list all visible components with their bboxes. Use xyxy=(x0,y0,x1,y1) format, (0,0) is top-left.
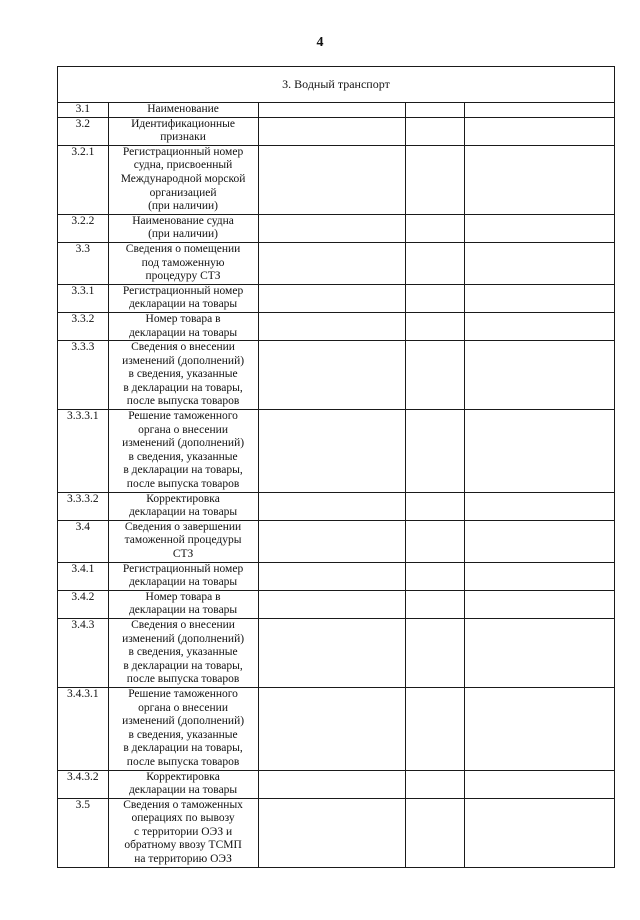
row-name: Сведения о помещении под таможенную процедуру СТЗ xyxy=(108,242,258,284)
table-row xyxy=(58,590,615,618)
empty-cell xyxy=(465,770,615,798)
empty-cell xyxy=(258,770,406,798)
table-row xyxy=(58,145,615,214)
section-header-row xyxy=(58,67,615,103)
table-row xyxy=(58,117,615,145)
row-number: 3.4.3.1 xyxy=(58,687,109,770)
empty-cell xyxy=(465,341,615,410)
row-number: 3.4.3 xyxy=(58,618,109,687)
empty-cell xyxy=(406,562,465,590)
section-title: 3. Водный транспорт xyxy=(58,67,615,103)
table-row xyxy=(58,242,615,284)
empty-cell xyxy=(258,590,406,618)
row-number: 3.3.3 xyxy=(58,341,109,410)
empty-cell xyxy=(465,214,615,242)
row-name: Решение таможенного органа о внесении изменений (дополнений) в сведения, указанные в декларации на товары, после выпуска товаров xyxy=(108,410,258,493)
empty-cell xyxy=(406,242,465,284)
row-name: Номер товара в декларации на товары xyxy=(108,312,258,340)
table-row xyxy=(58,410,615,493)
row-name: Регистрационный номер судна, присвоенный Международной морской организацией (при наличии) xyxy=(108,145,258,214)
row-number: 3.1 xyxy=(58,103,109,118)
empty-cell xyxy=(258,562,406,590)
row-number: 3.4.1 xyxy=(58,562,109,590)
table-row xyxy=(58,103,615,118)
empty-cell xyxy=(258,312,406,340)
row-number: 3.3 xyxy=(58,242,109,284)
row-number: 3.4.2 xyxy=(58,590,109,618)
empty-cell xyxy=(465,117,615,145)
empty-cell xyxy=(465,145,615,214)
table-row xyxy=(58,770,615,798)
empty-cell xyxy=(406,214,465,242)
empty-cell xyxy=(258,242,406,284)
empty-cell xyxy=(258,103,406,118)
empty-cell xyxy=(406,284,465,312)
table-row xyxy=(58,312,615,340)
table-row xyxy=(58,341,615,410)
row-number: 3.3.3.1 xyxy=(58,410,109,493)
row-number: 3.2.1 xyxy=(58,145,109,214)
empty-cell xyxy=(465,242,615,284)
empty-cell xyxy=(465,798,615,867)
empty-cell xyxy=(258,492,406,520)
row-number: 3.3.3.2 xyxy=(58,492,109,520)
empty-cell xyxy=(406,103,465,118)
row-name: Сведения о таможенных операциях по вывозу с территории ОЭЗ и обратному ввозу ТСМП на территорию ОЭЗ xyxy=(108,798,258,867)
table-row xyxy=(58,798,615,867)
table-row xyxy=(58,562,615,590)
empty-cell xyxy=(258,687,406,770)
empty-cell xyxy=(258,284,406,312)
table-row xyxy=(58,687,615,770)
empty-cell xyxy=(406,687,465,770)
row-number: 3.2 xyxy=(58,117,109,145)
row-number: 3.4 xyxy=(58,520,109,562)
empty-cell xyxy=(406,520,465,562)
table-row xyxy=(58,492,615,520)
row-name: Регистрационный номер декларации на товары xyxy=(108,562,258,590)
empty-cell xyxy=(406,798,465,867)
empty-cell xyxy=(406,410,465,493)
empty-cell xyxy=(406,341,465,410)
row-name: Сведения о завершении таможенной процедуры СТЗ xyxy=(108,520,258,562)
row-number: 3.2.2 xyxy=(58,214,109,242)
row-name: Сведения о внесении изменений (дополнений) в сведения, указанные в декларации на товары, после выпуска товаров xyxy=(108,341,258,410)
empty-cell xyxy=(465,312,615,340)
table-row xyxy=(58,520,615,562)
empty-cell xyxy=(465,103,615,118)
row-name: Идентификационные признаки xyxy=(108,117,258,145)
row-name: Корректировка декларации на товары xyxy=(108,492,258,520)
row-name: Сведения о внесении изменений (дополнений) в сведения, указанные в декларации на товары, после выпуска товаров xyxy=(108,618,258,687)
row-name: Наименование судна (при наличии) xyxy=(108,214,258,242)
table-row xyxy=(58,284,615,312)
empty-cell xyxy=(406,117,465,145)
empty-cell xyxy=(258,341,406,410)
empty-cell xyxy=(465,590,615,618)
empty-cell xyxy=(406,312,465,340)
row-number: 3.3.1 xyxy=(58,284,109,312)
empty-cell xyxy=(406,145,465,214)
row-name: Решение таможенного органа о внесении изменений (дополнений) в сведения, указанные в декларации на товары, после выпуска товаров xyxy=(108,687,258,770)
empty-cell xyxy=(258,798,406,867)
empty-cell xyxy=(465,562,615,590)
page-number: 4 xyxy=(316,35,324,50)
empty-cell xyxy=(258,117,406,145)
row-name: Регистрационный номер декларации на товары xyxy=(108,284,258,312)
empty-cell xyxy=(465,410,615,493)
empty-cell xyxy=(258,618,406,687)
empty-cell xyxy=(406,770,465,798)
empty-cell xyxy=(258,410,406,493)
table-row xyxy=(58,618,615,687)
table-row xyxy=(58,214,615,242)
empty-cell xyxy=(406,492,465,520)
row-number: 3.5 xyxy=(58,798,109,867)
empty-cell xyxy=(465,492,615,520)
empty-cell xyxy=(258,214,406,242)
water-transport-table xyxy=(57,66,615,868)
row-number: 3.4.3.2 xyxy=(58,770,109,798)
empty-cell xyxy=(406,590,465,618)
row-number: 3.3.2 xyxy=(58,312,109,340)
empty-cell xyxy=(465,687,615,770)
row-name: Корректировка декларации на товары xyxy=(108,770,258,798)
empty-cell xyxy=(465,520,615,562)
row-name: Наименование xyxy=(108,103,258,118)
row-name: Номер товара в декларации на товары xyxy=(108,590,258,618)
empty-cell xyxy=(465,618,615,687)
empty-cell xyxy=(258,520,406,562)
empty-cell xyxy=(258,145,406,214)
empty-cell xyxy=(406,618,465,687)
empty-cell xyxy=(465,284,615,312)
